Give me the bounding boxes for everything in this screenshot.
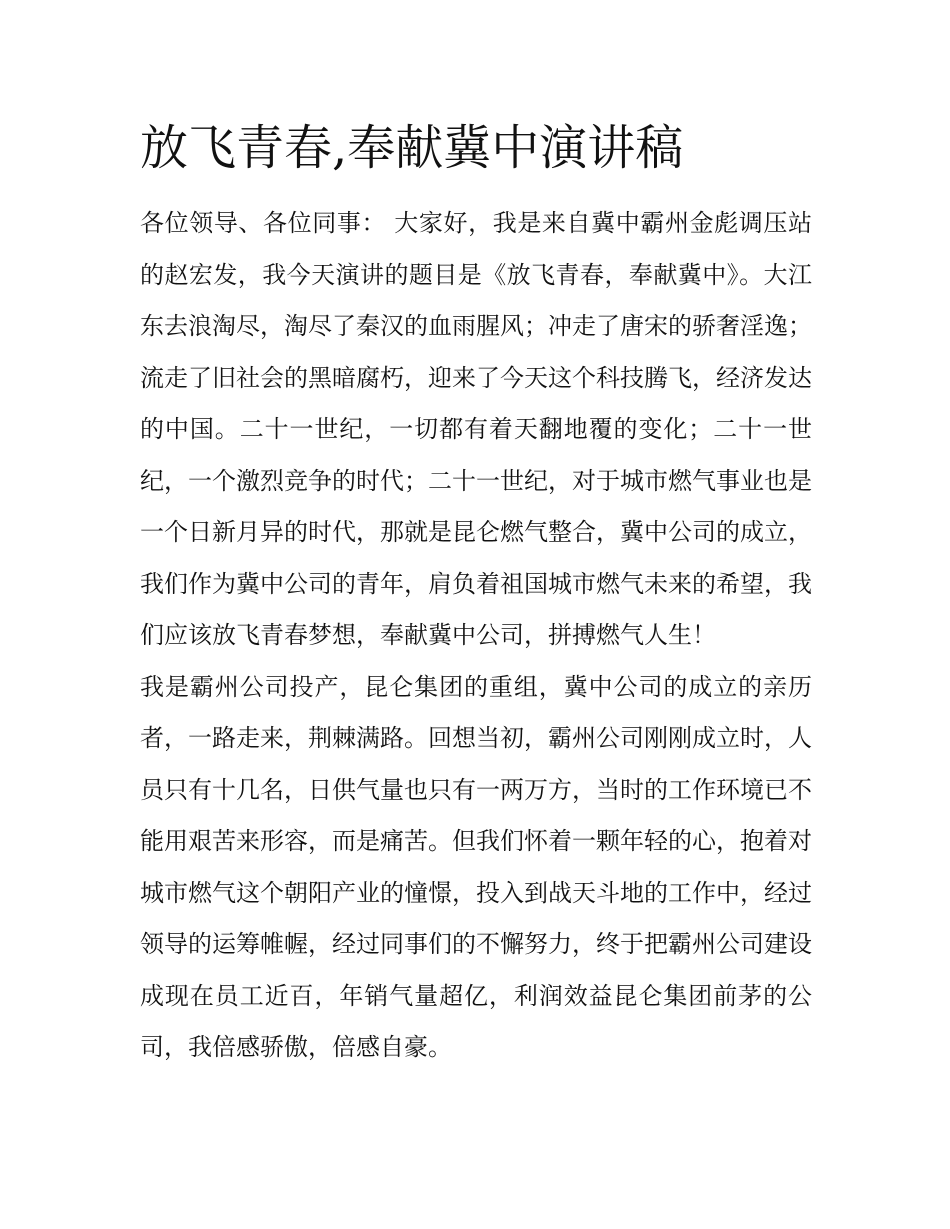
document-title: 放飞青春,奉献冀中演讲稿 <box>140 120 684 176</box>
paragraph-1: 各位领导、各位同事： 大家好，我是来自冀中霸州金彪调压站的赵宏发，我今天演讲的题目是《放飞青春，奉献冀中》。大江东去浪淘尽，淘尽了秦汉的血雨腥风；冲走了唐宋的骄奢淫逸；流走了旧社会的黑暗腐朽，迎来了今天这个科技腾飞，经济发达的中国。二十一世纪，一切都有着天翻地覆的变化；二十一世纪，一个激烈竞争的时代；二十一世纪，对于城市燃气事业也是一个日新月异的时代，那就是昆仑燃气整合，冀中公司的成立，我们作为冀中公司的青年，肩负着祖国城市燃气未来的希望，我们应该放飞青春梦想，奉献冀中公司，拼搏燃气人生！ <box>140 209 812 649</box>
document-page <box>140 112 812 1074</box>
paragraph-2: 我是霸州公司投产，昆仑集团的重组，冀中公司的成立的亲历者，一路走来，荆棘满路。回想当初，霸州公司刚刚成立时，人员只有十几名，日供气量也只有一两万方，当时的工作环境已不能用艰苦来形容，而是痛苦。但我们怀着一颗年轻的心，抱着对城市燃气这个朝阳产业的憧憬，投入到战天斗地的工作中，经过领导的运筹帷幄，经过同事们的不懈努力，终于把霸州公司建设成现在员工近百，年销气量超亿，利润效益昆仑集团前茅的公司，我倍感骄傲，倍感自豪。 <box>140 672 812 1061</box>
